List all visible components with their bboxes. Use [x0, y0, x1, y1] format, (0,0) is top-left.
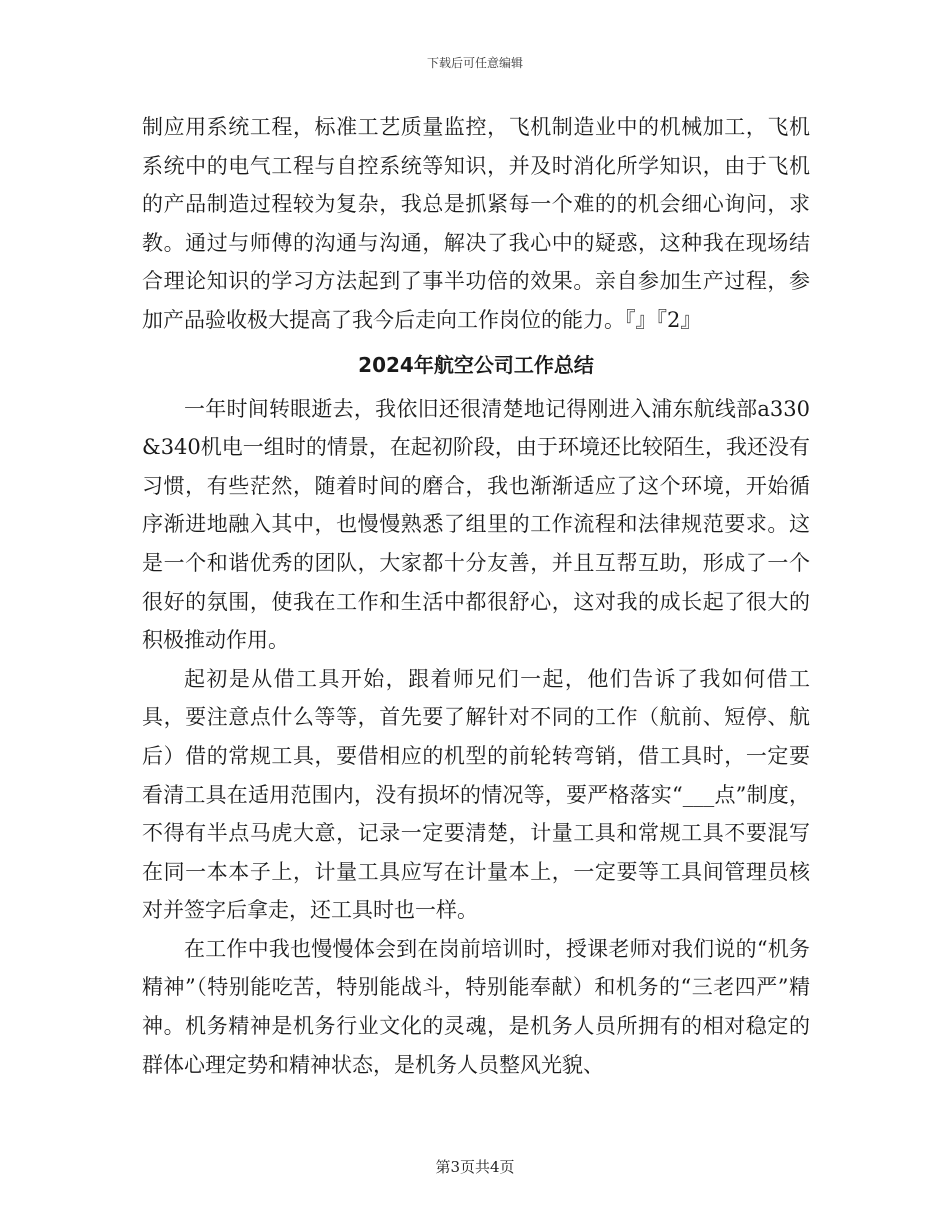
- page-number: 第3页共4页: [435, 1158, 515, 1176]
- page-header-note: 下载后可任意编辑: [426, 56, 523, 70]
- document-body: [142, 108, 810, 1084]
- intro-paragraph: 制应用系统工程，标准工艺质量监控，飞机制造业中的机械加工，飞机系统中的电气工程与自控系统等知识，并及时消化所学知识，由于飞机的产品制造过程较为复杂，我总是抓紧每一个难的的机会细心询问，求教。通过与师傅的沟通与沟通，解决了我心中的疑惑，这种我在现场结合理论知识的学习方法起到了事半功倍的效果。亲自参加生产过程，参加产品验收极大提高了我今后走向工作岗位的能力。『』『2』: [142, 115, 810, 332]
- body-paragraph-1: 一年时间转眼逝去，我依旧还很清楚地记得刚进入浦东航线部a330&340机电一组时的情景，在起初阶段，由于环境还比较陌生，我还没有习惯，有些茫然，随着时间的磨合，我也渐渐适应了这个环境，开始循序渐进地融入其中，也慢慢熟悉了组里的工作流程和法律规范要求。这是一个和谐优秀的团队，大家都十分友善，并且互帮互助，形成了一个很好的氛围，使我在工作和生活中都很舒心，这对我的成长起了很大的积极推动作用。: [142, 396, 810, 653]
- body-paragraph-3: 在工作中我也慢慢体会到在岗前培训时，授课老师对我们说的“机务精神”（特别能吃苦，特别能战斗，特别能奉献）和机务的“三老四严”精神。机务精神是机务行业文化的灵魂，是机务人员所拥有的相对稳定的群体心理定势和精神状态，是机务人员整风光貌、: [142, 936, 810, 1077]
- document-title: 2024年航空公司工作总结: [358, 352, 594, 377]
- body-paragraph-2: 起初是从借工具开始，跟着师兄们一起，他们告诉了我如何借工具，要注意点什么等等，首先要了解针对不同的工作（航前、短停、航后）借的常规工具，要借相应的机型的前轮转弯销，借工具时，一定要看清工具在适用范围内，没有损坏的情况等，要严格落实“___点”制度，不得有半点马虎大意，记录一定要清楚，计量工具和常规工具不要混写在同一本本子上，计量工具应写在计量本上，一定要等工具间管理员核对并签字后拿走，还工具时也一样。: [142, 666, 810, 923]
